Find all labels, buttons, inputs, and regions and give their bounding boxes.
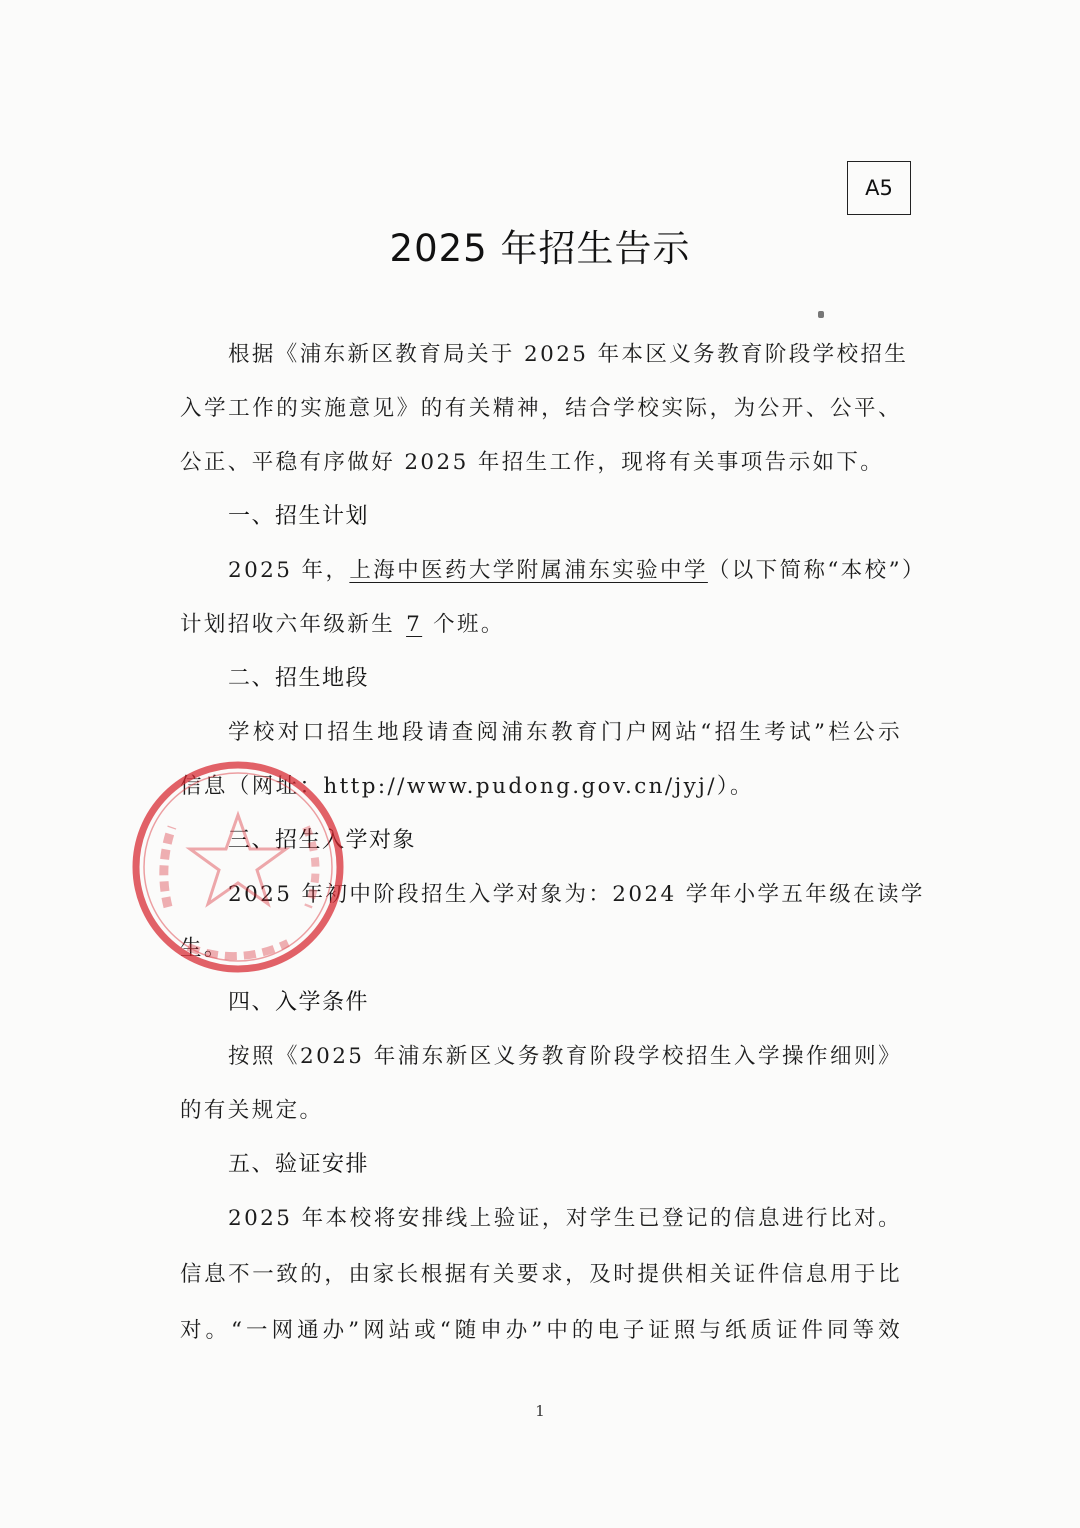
plan-abbrev-note: （以下简称“本校”）: [707, 558, 926, 583]
verification-line-2: 信息不一致的，由家长根据有关要求，及时提供相关证件信息用于比: [180, 1262, 902, 1287]
target-line-2: 生。: [180, 936, 228, 961]
verification-line-3: 对。“一网通办”网站或“随申办”中的电子证照与纸质证件同等效: [180, 1318, 902, 1343]
section-heading-plan: 一、招生计划: [228, 504, 370, 529]
section-heading-conditions: 四、入学条件: [228, 990, 370, 1015]
document-code-box: A5: [847, 161, 911, 215]
section-heading-verification: 五、验证安排: [228, 1152, 370, 1177]
plan-year-prefix: 2025 年，: [228, 558, 350, 583]
conditions-line-2: 的有关规定。: [180, 1098, 324, 1123]
document-title: 2025 年招生告示: [389, 227, 691, 270]
target-line-1: 2025 年初中阶段招生入学对象为：2024 学年小学五年级在读学: [228, 882, 925, 907]
class-count: 7: [406, 612, 423, 637]
plan-text: 计划招收六年级新生: [180, 612, 396, 637]
seal-text-mark-left: [164, 827, 172, 907]
scan-speck: [818, 311, 824, 318]
plan-line-1: [228, 556, 926, 586]
district-line-2: 信息（网址：http://www.pudong.gov.cn/jyj/）。: [180, 774, 754, 799]
conditions-line-1: 按照《2025 年浦东新区义务教育阶段学校招生入学操作细则》: [228, 1044, 902, 1069]
plan-line-2: [180, 610, 902, 640]
school-name: 上海中医药大学附属浦东实验中学: [349, 558, 708, 583]
section-heading-district: 二、招生地段: [228, 666, 370, 691]
intro-line-1: 根据《浦东新区教育局关于 2025 年本区义务教育阶段学校招生: [228, 342, 909, 367]
plan-unit: 个班。: [433, 612, 505, 637]
intro-line-2: 入学工作的实施意见》的有关精神，结合学校实际，为公开、公平、: [180, 396, 902, 421]
intro-line-3: 公正、平稳有序做好 2025 年招生工作，现将有关事项告示如下。: [180, 450, 885, 475]
district-line-1: 学校对口招生地段请查阅浦东教育门户网站“招生考试”栏公示: [228, 720, 902, 745]
section-heading-target: 三、招生入学对象: [228, 828, 417, 853]
verification-line-1: 2025 年本校将安排线上验证，对学生已登记的信息进行比对。: [228, 1206, 902, 1231]
page-number: 1: [535, 1402, 545, 1420]
